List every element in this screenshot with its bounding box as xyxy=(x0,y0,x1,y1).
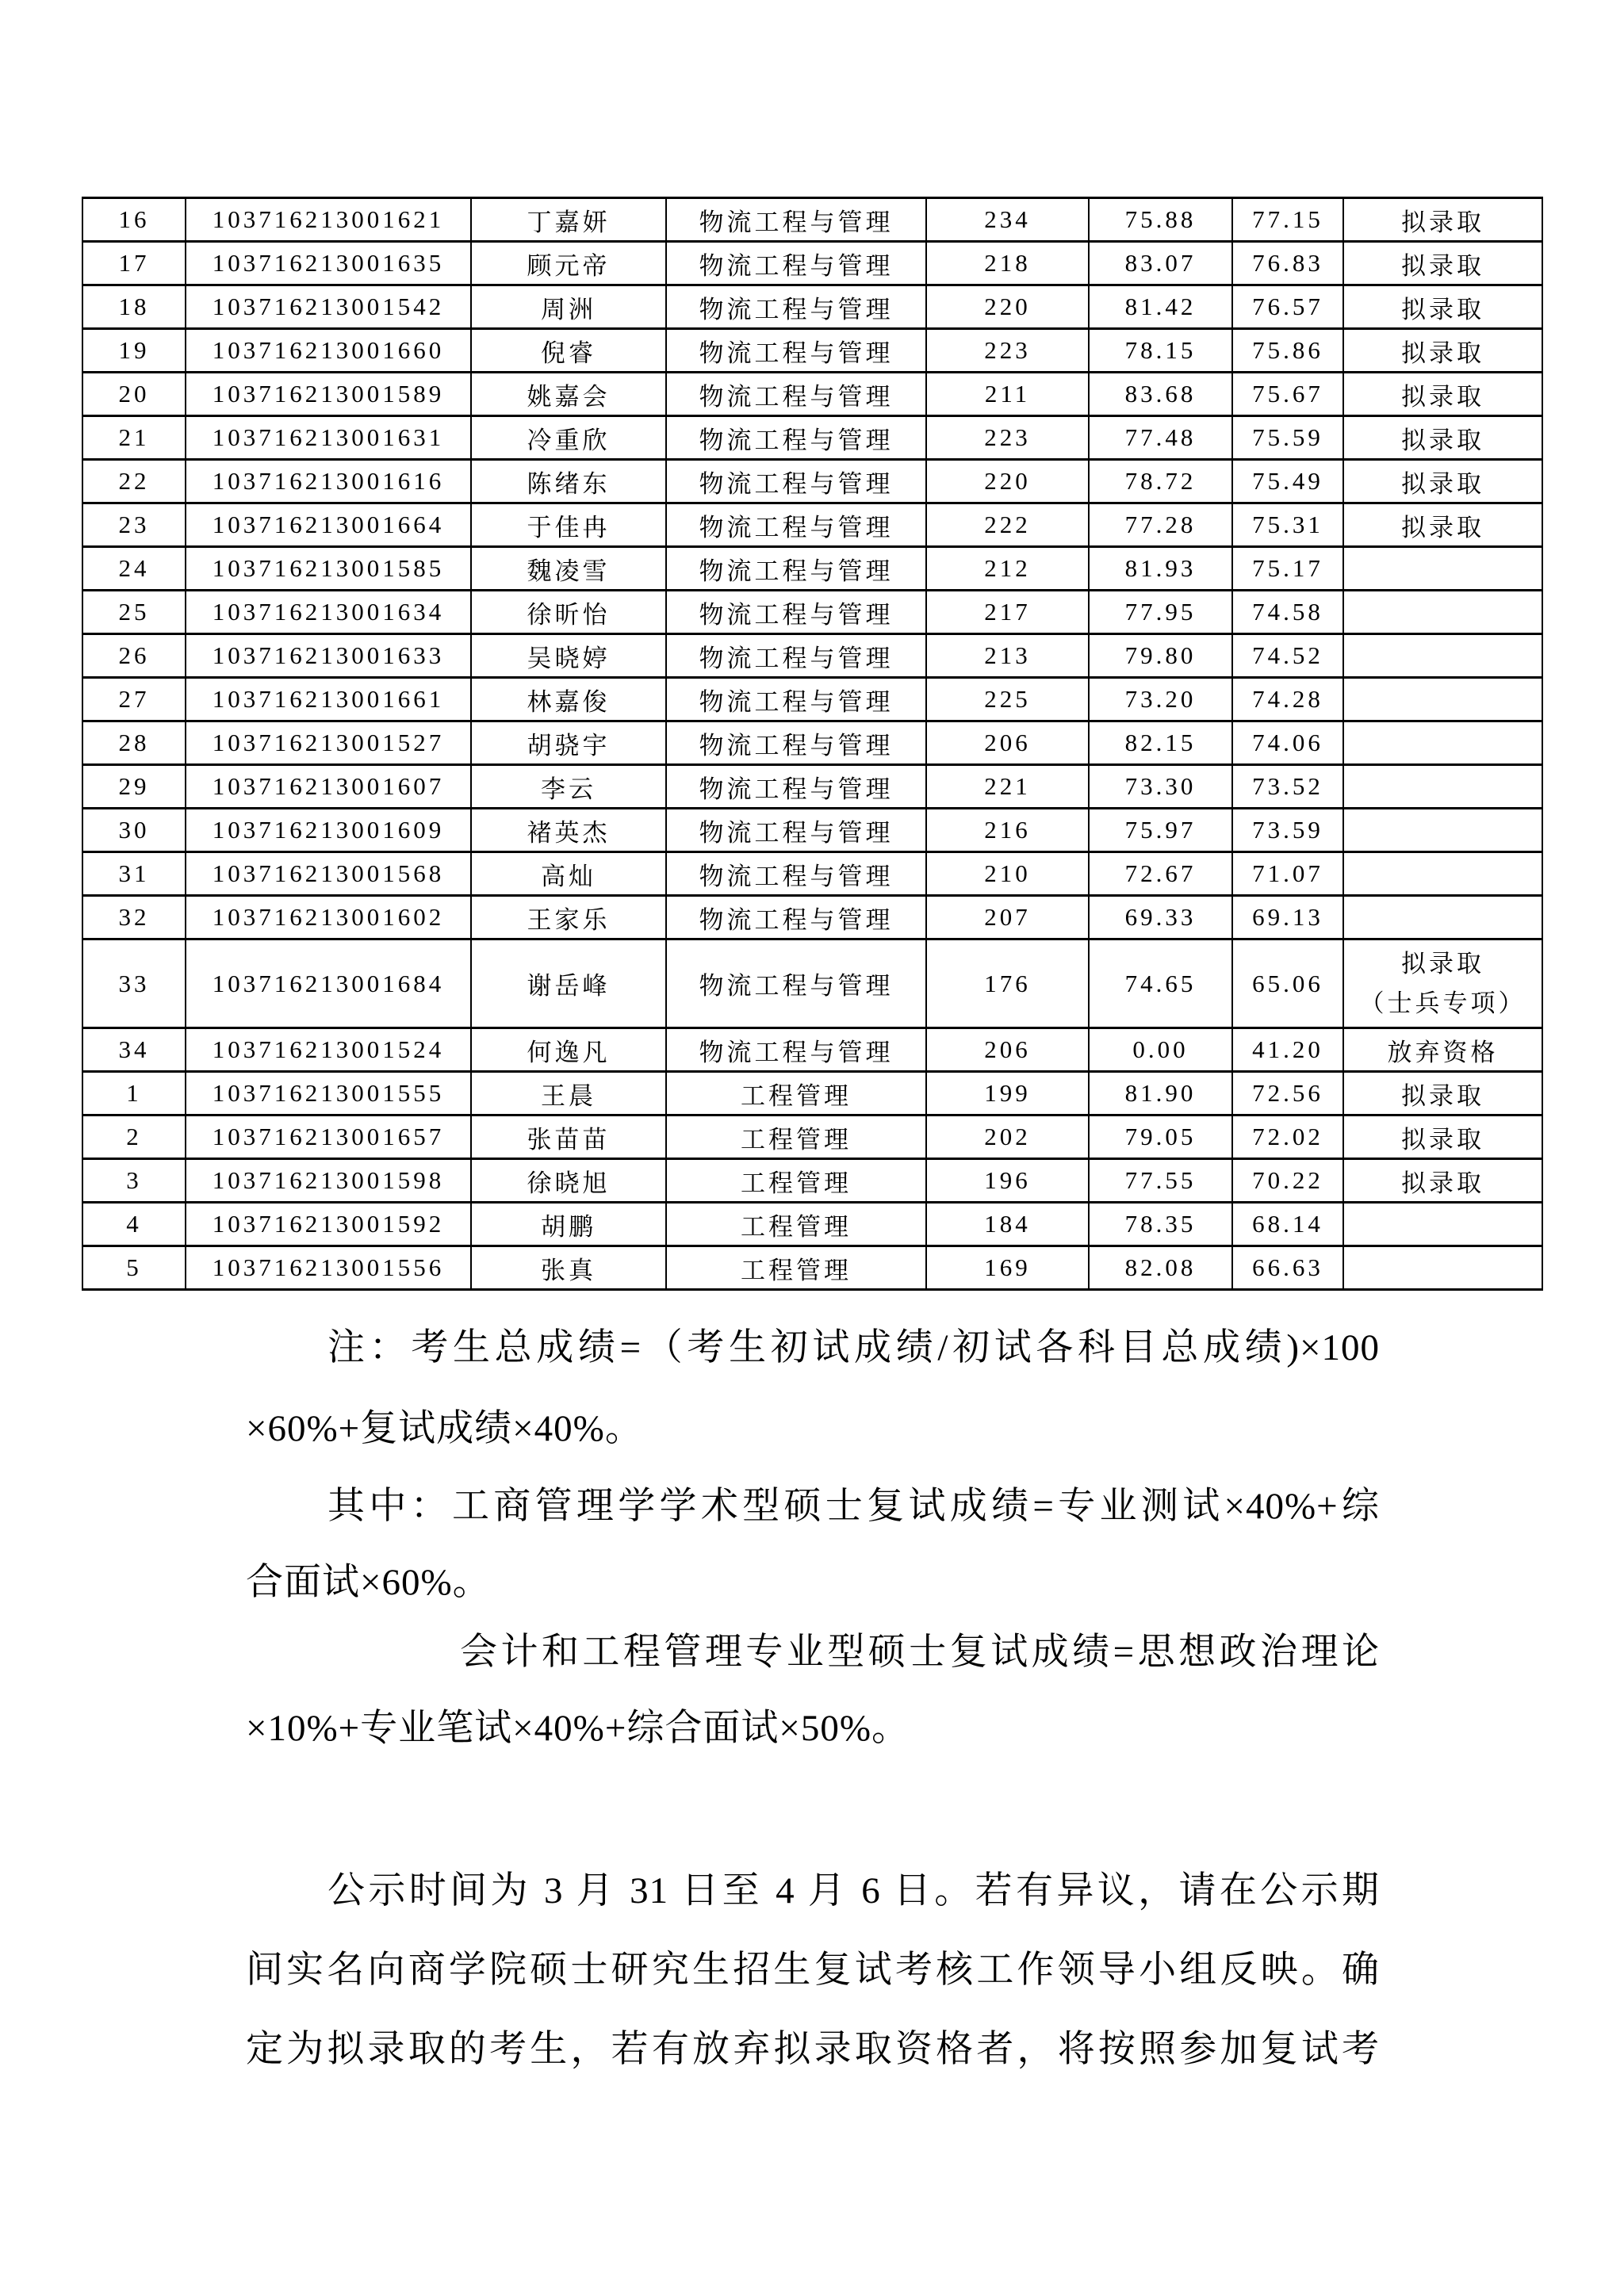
table-cell: 223 xyxy=(926,329,1089,373)
table-cell: 103716213001684 xyxy=(186,939,471,1028)
table-cell: 103716213001592 xyxy=(186,1203,471,1246)
table-cell: 78.72 xyxy=(1089,460,1232,503)
table-cell: 66.63 xyxy=(1232,1246,1343,1290)
table-cell: 222 xyxy=(926,503,1089,547)
table-cell: 25 xyxy=(82,591,186,634)
table-cell: 75.31 xyxy=(1232,503,1343,547)
note-line-9: 定为拟录取的考生，若有放弃拟录取资格者，将按照参加复试考 xyxy=(246,2029,1380,2070)
table-cell: 34 xyxy=(82,1028,186,1072)
table-cell: 75.86 xyxy=(1232,329,1343,373)
table-cell: 83.68 xyxy=(1089,373,1232,416)
table-cell: 220 xyxy=(926,460,1089,503)
table-cell: 212 xyxy=(926,547,1089,591)
table-row xyxy=(82,1159,1542,1203)
table-cell: 65.06 xyxy=(1232,939,1343,1028)
table-cell: 103716213001589 xyxy=(186,373,471,416)
table-cell: 0.00 xyxy=(1089,1028,1232,1072)
table-cell: 高灿 xyxy=(471,852,666,896)
table-cell: 物流工程与管理 xyxy=(666,329,926,373)
table-cell: 陈绪东 xyxy=(471,460,666,503)
table-cell: 223 xyxy=(926,416,1089,460)
table-cell: 103716213001657 xyxy=(186,1115,471,1159)
table-cell: 23 xyxy=(82,503,186,547)
table-cell: 物流工程与管理 xyxy=(666,1028,926,1072)
table-row xyxy=(82,547,1542,591)
table-cell: 物流工程与管理 xyxy=(666,591,926,634)
table-cell: 胡鹏 xyxy=(471,1203,666,1246)
table-cell: 物流工程与管理 xyxy=(666,460,926,503)
note-line-4: 合面试×60%。 xyxy=(246,1562,491,1603)
table-cell: 211 xyxy=(926,373,1089,416)
table-cell: 82.08 xyxy=(1089,1246,1232,1290)
table-row xyxy=(82,939,1542,1028)
table-row xyxy=(82,1072,1542,1115)
table-cell: 73.59 xyxy=(1232,809,1343,852)
table-cell: 丁嘉妍 xyxy=(471,198,666,242)
table-cell: 27 xyxy=(82,678,186,721)
table-cell xyxy=(1343,1246,1542,1290)
table-cell: 拟录取 xyxy=(1343,1115,1542,1159)
table-cell: 199 xyxy=(926,1072,1089,1115)
table-cell: 77.95 xyxy=(1089,591,1232,634)
table-cell: 22 xyxy=(82,460,186,503)
table-cell: 213 xyxy=(926,634,1089,678)
table-cell: 210 xyxy=(926,852,1089,896)
table-cell: 3 xyxy=(82,1159,186,1203)
table-cell: 70.22 xyxy=(1232,1159,1343,1203)
table-cell: 103716213001602 xyxy=(186,896,471,939)
table-cell: 220 xyxy=(926,285,1089,329)
table-cell: 74.06 xyxy=(1232,721,1343,765)
table-cell: 202 xyxy=(926,1115,1089,1159)
note-line-3: 其中：工商管理学学术型硕士复试成绩=专业测试×40%+综 xyxy=(327,1486,1380,1527)
table-cell: 放弃资格 xyxy=(1343,1028,1542,1072)
table-cell xyxy=(1343,852,1542,896)
table-cell: 物流工程与管理 xyxy=(666,765,926,809)
table-cell: 72.67 xyxy=(1089,852,1232,896)
table-cell: 20 xyxy=(82,373,186,416)
table-row xyxy=(82,285,1542,329)
table-cell: 78.35 xyxy=(1089,1203,1232,1246)
table-cell: 206 xyxy=(926,1028,1089,1072)
table-cell: 103716213001609 xyxy=(186,809,471,852)
table-row xyxy=(82,591,1542,634)
table-row xyxy=(82,1203,1542,1246)
table-row xyxy=(82,329,1542,373)
table-cell xyxy=(1343,547,1542,591)
note-line-6: ×10%+专业笔试×40%+综合面试×50%。 xyxy=(246,1708,910,1749)
table-cell: 41.20 xyxy=(1232,1028,1343,1072)
table-cell: 74.58 xyxy=(1232,591,1343,634)
table-cell xyxy=(1343,721,1542,765)
table-cell: 79.05 xyxy=(1089,1115,1232,1159)
table-cell: 73.30 xyxy=(1089,765,1232,809)
table-cell: 103716213001621 xyxy=(186,198,471,242)
table-cell: 69.33 xyxy=(1089,896,1232,939)
table-cell: 物流工程与管理 xyxy=(666,198,926,242)
admission-results-table xyxy=(82,197,1543,1291)
table-cell: 103716213001631 xyxy=(186,416,471,460)
table-cell: 77.28 xyxy=(1089,503,1232,547)
table-cell: 103716213001585 xyxy=(186,547,471,591)
table-cell: 2 xyxy=(82,1115,186,1159)
table-cell: 103716213001634 xyxy=(186,591,471,634)
table-cell: 张真 xyxy=(471,1246,666,1290)
table-cell: 工程管理 xyxy=(666,1203,926,1246)
table-row xyxy=(82,1028,1542,1072)
table-cell: 姚嘉会 xyxy=(471,373,666,416)
table-cell: 于佳冉 xyxy=(471,503,666,547)
table-cell: 76.57 xyxy=(1232,285,1343,329)
table-cell: 30 xyxy=(82,809,186,852)
table-cell: 103716213001607 xyxy=(186,765,471,809)
table-cell: 拟录取 xyxy=(1343,198,1542,242)
table-cell: 物流工程与管理 xyxy=(666,721,926,765)
table-cell: 71.07 xyxy=(1232,852,1343,896)
table-cell: 32 xyxy=(82,896,186,939)
table-cell: 18 xyxy=(82,285,186,329)
table-cell: 工程管理 xyxy=(666,1246,926,1290)
table-cell: 103716213001661 xyxy=(186,678,471,721)
table-cell: 77.48 xyxy=(1089,416,1232,460)
table-cell: 207 xyxy=(926,896,1089,939)
table-cell: 103716213001616 xyxy=(186,460,471,503)
table-cell: 81.93 xyxy=(1089,547,1232,591)
table-cell: 184 xyxy=(926,1203,1089,1246)
table-cell: 林嘉俊 xyxy=(471,678,666,721)
table-cell: 物流工程与管理 xyxy=(666,416,926,460)
table-cell xyxy=(1343,678,1542,721)
table-cell: 周洲 xyxy=(471,285,666,329)
table-cell: 69.13 xyxy=(1232,896,1343,939)
table-cell: 物流工程与管理 xyxy=(666,809,926,852)
table-cell: 褚英杰 xyxy=(471,809,666,852)
table-cell: 工程管理 xyxy=(666,1159,926,1203)
table-cell xyxy=(1343,896,1542,939)
table-cell: 74.28 xyxy=(1232,678,1343,721)
table-cell: 拟录取 xyxy=(1343,460,1542,503)
table-cell: 103716213001555 xyxy=(186,1072,471,1115)
table-cell: 物流工程与管理 xyxy=(666,547,926,591)
table-cell: 拟录取 xyxy=(1343,242,1542,285)
table-cell: 28 xyxy=(82,721,186,765)
table-cell: 物流工程与管理 xyxy=(666,678,926,721)
table-cell xyxy=(1343,765,1542,809)
table-cell: 72.02 xyxy=(1232,1115,1343,1159)
table-cell: 拟录取 xyxy=(1343,285,1542,329)
table-cell: 物流工程与管理 xyxy=(666,852,926,896)
table-cell: 17 xyxy=(82,242,186,285)
table-cell: 75.59 xyxy=(1232,416,1343,460)
table-cell: 103716213001542 xyxy=(186,285,471,329)
table-cell: 81.42 xyxy=(1089,285,1232,329)
table-cell: 拟录取 xyxy=(1343,503,1542,547)
note-line-7: 公示时间为 3 月 31 日至 4 月 6 日。若有异议，请在公示期 xyxy=(327,1870,1380,1911)
table-cell: 72.56 xyxy=(1232,1072,1343,1115)
table-cell xyxy=(1343,634,1542,678)
table-cell: 工程管理 xyxy=(666,1115,926,1159)
table-row xyxy=(82,765,1542,809)
table-cell: 19 xyxy=(82,329,186,373)
table-cell: 75.97 xyxy=(1089,809,1232,852)
table-row xyxy=(82,373,1542,416)
table-cell: 31 xyxy=(82,852,186,896)
table-row xyxy=(82,416,1542,460)
table-cell: 77.55 xyxy=(1089,1159,1232,1203)
table-cell: 78.15 xyxy=(1089,329,1232,373)
table-cell: 217 xyxy=(926,591,1089,634)
table-cell: 物流工程与管理 xyxy=(666,285,926,329)
table-cell: 218 xyxy=(926,242,1089,285)
table-cell: 24 xyxy=(82,547,186,591)
table-cell: 物流工程与管理 xyxy=(666,939,926,1028)
table-cell: 234 xyxy=(926,198,1089,242)
table-cell: 103716213001556 xyxy=(186,1246,471,1290)
table-cell xyxy=(1343,939,1542,1028)
table-cell: 29 xyxy=(82,765,186,809)
table-cell: 谢岳峰 xyxy=(471,939,666,1028)
table-cell: 103716213001664 xyxy=(186,503,471,547)
table-cell: 物流工程与管理 xyxy=(666,896,926,939)
table-cell: 魏凌雪 xyxy=(471,547,666,591)
table-cell: 徐昕怡 xyxy=(471,591,666,634)
table-cell: 1 xyxy=(82,1072,186,1115)
table-cell: 73.52 xyxy=(1232,765,1343,809)
table-row xyxy=(82,678,1542,721)
table-cell: 顾元帝 xyxy=(471,242,666,285)
table-cell: 74.52 xyxy=(1232,634,1343,678)
table-cell: 75.17 xyxy=(1232,547,1343,591)
table-cell: 拟录取 xyxy=(1343,416,1542,460)
table-cell: 196 xyxy=(926,1159,1089,1203)
table-cell: 王家乐 xyxy=(471,896,666,939)
table-row xyxy=(82,1115,1542,1159)
table-cell: 倪睿 xyxy=(471,329,666,373)
table-cell: 74.65 xyxy=(1089,939,1232,1028)
table-cell: 103716213001635 xyxy=(186,242,471,285)
table-cell xyxy=(1343,809,1542,852)
table-cell: 李云 xyxy=(471,765,666,809)
table-cell: 75.67 xyxy=(1232,373,1343,416)
results-tbody xyxy=(82,198,1542,1290)
note-line-8: 间实名向商学院硕士研究生招生复试考核工作领导小组反映。确 xyxy=(246,1950,1380,1991)
table-cell: 75.49 xyxy=(1232,460,1343,503)
table-cell: 103716213001598 xyxy=(186,1159,471,1203)
table-cell: 206 xyxy=(926,721,1089,765)
note-line-2: ×60%+复试成绩×40%。 xyxy=(246,1408,643,1449)
table-row xyxy=(82,896,1542,939)
table-row xyxy=(82,503,1542,547)
table-cell: 21 xyxy=(82,416,186,460)
table-cell: 103716213001633 xyxy=(186,634,471,678)
table-row xyxy=(82,634,1542,678)
table-cell: 26 xyxy=(82,634,186,678)
table-cell: 68.14 xyxy=(1232,1203,1343,1246)
table-row xyxy=(82,242,1542,285)
table-cell: 82.15 xyxy=(1089,721,1232,765)
table-cell: 拟录取 xyxy=(1343,1159,1542,1203)
table-cell: 103716213001527 xyxy=(186,721,471,765)
table-cell: 176 xyxy=(926,939,1089,1028)
table-cell: 103716213001568 xyxy=(186,852,471,896)
table-cell: 胡骁宇 xyxy=(471,721,666,765)
table-cell: 拟录取 xyxy=(1343,329,1542,373)
note-line-1: 注：考生总成绩=（考生初试成绩/初试各科目总成绩)×100 xyxy=(327,1327,1380,1368)
table-cell-line: （士兵专项） xyxy=(1359,989,1526,1017)
table-cell xyxy=(1343,1203,1542,1246)
table-cell: 物流工程与管理 xyxy=(666,634,926,678)
table-cell: 216 xyxy=(926,809,1089,852)
table-cell: 75.88 xyxy=(1089,198,1232,242)
table-row xyxy=(82,460,1542,503)
table-cell xyxy=(1343,591,1542,634)
table-cell-line: 拟录取 xyxy=(1401,949,1484,978)
table-cell: 83.07 xyxy=(1089,242,1232,285)
table-row xyxy=(82,721,1542,765)
table-cell: 物流工程与管理 xyxy=(666,242,926,285)
table-cell: 张苗苗 xyxy=(471,1115,666,1159)
table-cell: 工程管理 xyxy=(666,1072,926,1115)
table-cell: 拟录取 xyxy=(1343,1072,1542,1115)
table-cell: 103716213001660 xyxy=(186,329,471,373)
table-cell: 221 xyxy=(926,765,1089,809)
table-cell: 169 xyxy=(926,1246,1089,1290)
table-cell: 76.83 xyxy=(1232,242,1343,285)
table-cell: 4 xyxy=(82,1203,186,1246)
table-cell: 73.20 xyxy=(1089,678,1232,721)
table-row xyxy=(82,809,1542,852)
table-cell: 何逸凡 xyxy=(471,1028,666,1072)
table-cell: 103716213001524 xyxy=(186,1028,471,1072)
table-cell: 225 xyxy=(926,678,1089,721)
table-cell: 81.90 xyxy=(1089,1072,1232,1115)
table-cell: 77.15 xyxy=(1232,198,1343,242)
table-cell: 徐晓旭 xyxy=(471,1159,666,1203)
table-cell: 79.80 xyxy=(1089,634,1232,678)
table-cell: 冷重欣 xyxy=(471,416,666,460)
table-cell: 16 xyxy=(82,198,186,242)
note-line-5: 会计和工程管理专业型硕士复试成绩=思想政治理论 xyxy=(460,1632,1380,1673)
table-row xyxy=(82,198,1542,242)
table-cell: 物流工程与管理 xyxy=(666,503,926,547)
table-cell: 5 xyxy=(82,1246,186,1290)
table-cell: 吴晓婷 xyxy=(471,634,666,678)
table-row xyxy=(82,1246,1542,1290)
table-row xyxy=(82,852,1542,896)
table-cell: 物流工程与管理 xyxy=(666,373,926,416)
table-cell: 拟录取 xyxy=(1343,373,1542,416)
table-cell: 33 xyxy=(82,939,186,1028)
table-cell: 王晨 xyxy=(471,1072,666,1115)
